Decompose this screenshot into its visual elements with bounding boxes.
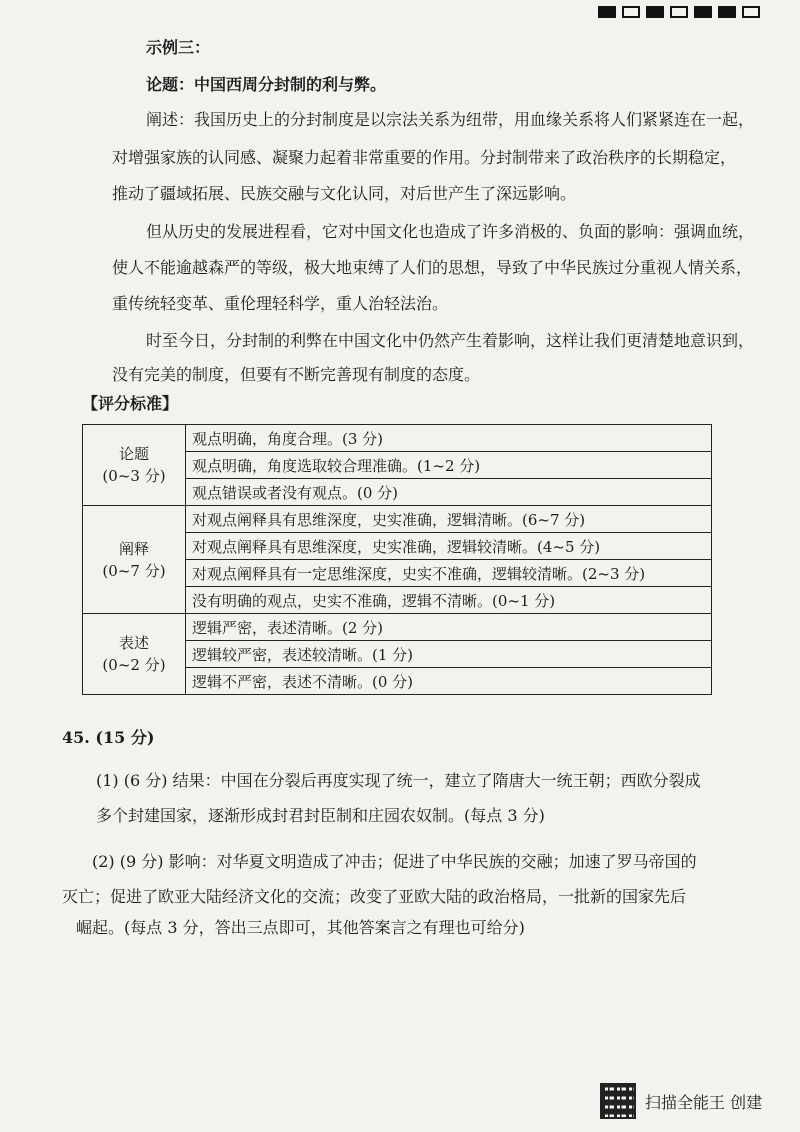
category-name: 阐释 <box>118 539 149 558</box>
rubric-category <box>83 506 186 614</box>
rubric-table <box>82 424 712 695</box>
rubric-criterion: 逻辑不严密，表述不清晰。(0 分) <box>186 668 712 695</box>
category-name: 表述 <box>118 634 149 652</box>
example-paragraph-line: 但从历史的发展进程看，它对中国文化也造成了许多消极的、负面的影响：强调血统， <box>146 222 755 241</box>
rubric-criterion: 观点明确，角度选取较合理准确。(1~2 分) <box>186 452 712 479</box>
example-paragraph-line: 推动了疆域拓展、民族交融与文化认同，对后世产生了深远影响。 <box>112 184 577 203</box>
answer-line: (1) (6 分) 结果：中国在分裂后再度实现了统一，建立了隋唐大一统王朝；西欧分裂成 <box>96 771 701 790</box>
rubric-criterion: 没有明确的观点，史实不准确，逻辑不清晰。(0~1 分) <box>186 587 712 614</box>
rubric-criterion: 逻辑较严密，表述较清晰。(1 分) <box>186 641 712 668</box>
rubric-criterion: 对观点阐释具有思维深度，史实准确，逻辑较清晰。(4~5 分) <box>186 533 712 560</box>
marker-hollow <box>670 6 688 18</box>
example-topic: 论题：中国西周分封制的利与弊。 <box>146 75 387 94</box>
rubric-category <box>83 425 186 506</box>
category-range: (0~3 分) <box>102 467 166 485</box>
rubric-title: 【评分标准】 <box>82 394 179 413</box>
rubric-criterion: 对观点阐释具有思维深度，史实准确，逻辑清晰。(6~7 分) <box>186 506 712 533</box>
marker-filled <box>646 6 664 18</box>
question-45-heading: 45. (15 分) <box>62 728 155 747</box>
rubric-category <box>83 614 186 695</box>
marker-filled <box>598 6 616 18</box>
category-name: 论题 <box>118 445 149 463</box>
category-range: (0~2 分) <box>102 656 166 674</box>
category-range: (0~7 分) <box>102 561 166 580</box>
example-heading: 示例三： <box>146 38 211 57</box>
table-row <box>83 506 712 533</box>
table-row <box>83 425 712 452</box>
example-paragraph-line: 重传统轻变革、重伦理轻科学，重人治轻法治。 <box>112 294 449 313</box>
marker-hollow <box>622 6 640 18</box>
example-paragraph-line: 对增强家族的认同感、凝聚力起着非常重要的作用。分封制带来了政治秩序的长期稳定， <box>112 148 737 167</box>
rubric-criterion: 对观点阐释具有一定思维深度，史实不准确，逻辑较清晰。(2~3 分) <box>186 560 712 587</box>
marker-filled <box>718 6 736 18</box>
marker-hollow <box>742 6 760 18</box>
answer-line: 崛起。(每点 3 分，答出三点即可，其他答案言之有理也可给分) <box>76 918 525 937</box>
rubric-criterion: 逻辑严密，表述清晰。(2 分) <box>186 614 712 641</box>
example-paragraph-line: 没有完美的制度，但要有不断完善现有制度的态度。 <box>112 365 481 384</box>
rubric-criterion: 观点错误或者没有观点。(0 分) <box>186 479 712 506</box>
table-row <box>83 614 712 641</box>
answer-line: 多个封建国家，逐渐形成封君封臣制和庄园农奴制。(每点 3 分) <box>96 806 545 825</box>
example-paragraph-line: 使人不能逾越森严的等级，极大地束缚了人们的思想，导致了中华民族过分重视人情关系， <box>112 258 753 277</box>
rubric-criterion: 观点明确，角度合理。(3 分) <box>186 425 712 452</box>
page-marker-strip <box>598 6 760 18</box>
scanner-watermark: 扫描全能王 创建 <box>645 1093 763 1112</box>
example-paragraph-line: 阐述：我国历史上的分封制度是以宗法关系为纽带，用血缘关系将人们紧紧连在一起， <box>146 110 755 129</box>
example-paragraph-line: 时至今日，分封制的利弊在中国文化中仍然产生着影响，这样让我们更清楚地意识到， <box>146 331 755 350</box>
answer-line: (2) (9 分) 影响：对华夏文明造成了冲击；促进了中华民族的交融；加速了罗马帝国的 <box>92 852 697 871</box>
answer-line: 灭亡；促进了欧亚大陆经济文化的交流；改变了亚欧大陆的政治格局，一批新的国家先后 <box>62 887 687 906</box>
qr-code-icon <box>600 1083 636 1119</box>
marker-filled <box>694 6 712 18</box>
